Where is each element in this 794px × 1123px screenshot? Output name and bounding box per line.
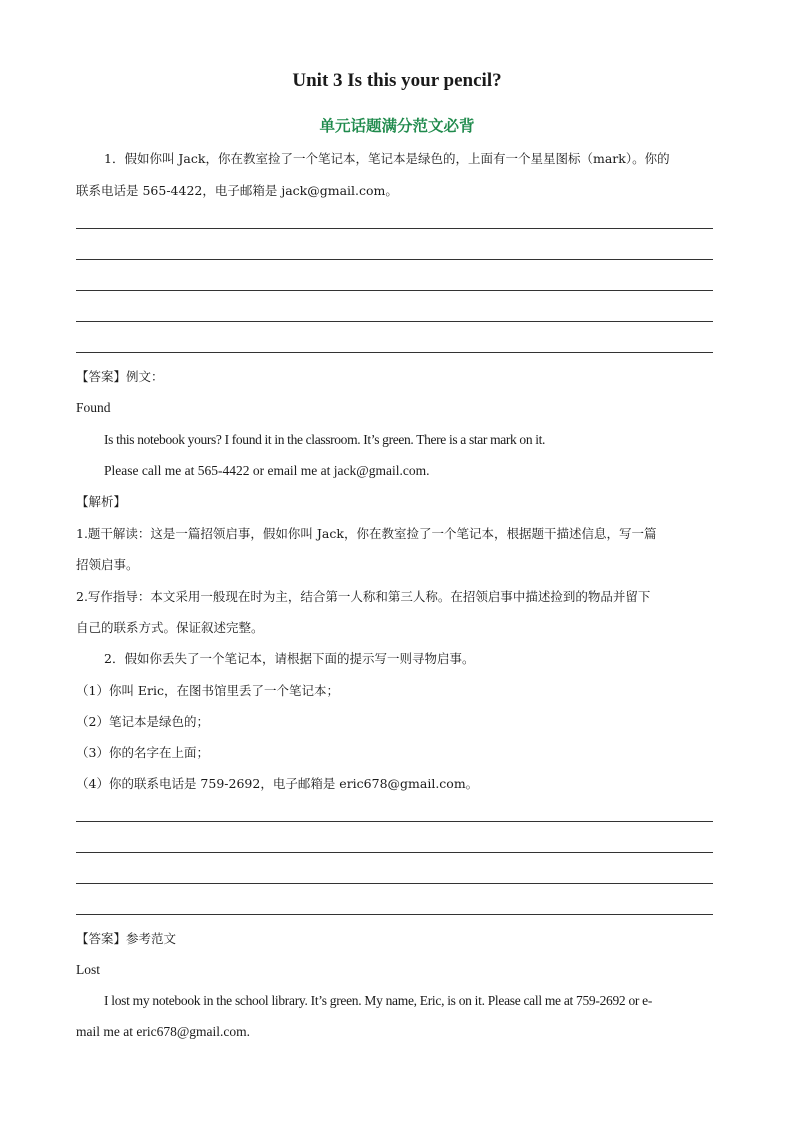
q1-writing-line — [76, 259, 713, 260]
q1-prompt-line2: 联系电话是 565-4422，电子邮箱是 jack@gmail.com。 — [76, 183, 398, 198]
q2-hint-3: （3）你的名字在上面； — [76, 745, 209, 760]
q1-writing-line — [76, 290, 713, 291]
answer1-line1: Is this notebook yours? I found it in the classroom. It’s green. There is a star mark on it. — [104, 432, 546, 447]
analysis2-line1: 2.写作指导：本文采用一般现在时为主，结合第一人称和第三人称。在招领启事中描述捡到的物品并留下 — [76, 589, 651, 604]
q2-hint-4: （4）你的联系电话是 759-2692，电子邮箱是 eric678@gmail.com。 — [76, 776, 479, 791]
answer2-line1: I lost my notebook in the school library. It’s green. My name, Eric, is on it. Please call me at 759-2692 or e- — [104, 993, 653, 1008]
analysis1-line2: 招领启事。 — [76, 557, 139, 572]
analysis-label: 【解析】 — [76, 494, 127, 509]
answer1-line2: Please call me at 565-4422 or email me at jack@gmail.com. — [104, 463, 430, 478]
answer1-heading: Found — [76, 400, 111, 415]
q2-writing-line — [76, 852, 713, 853]
answer2-label: 【答案】参考范文 — [76, 931, 177, 946]
q1-prompt-line1: 1．假如你叫 Jack，你在教室捡了一个笔记本，笔记本是绿色的，上面有一个星星图标（mark）。你的 — [104, 151, 670, 166]
q2-hint-2: （2）笔记本是绿色的； — [76, 714, 209, 729]
answer2-line2: mail me at eric678@gmail.com. — [76, 1024, 251, 1039]
answer1-label: 【答案】例文： — [76, 369, 164, 384]
q2-writing-line — [76, 821, 713, 822]
page-title: Unit 3 Is this your pencil? — [292, 70, 502, 91]
analysis2-line2: 自己的联系方式。保证叙述完整。 — [76, 620, 264, 635]
q1-writing-line — [76, 321, 713, 322]
q2-hint-1: （1）你叫 Eric，在图书馆里丢了一个笔记本； — [76, 683, 340, 698]
page-subtitle: 单元话题满分范文必背 — [319, 116, 475, 135]
q2-writing-line — [76, 883, 713, 884]
q2-writing-line — [76, 914, 713, 915]
q1-writing-line — [76, 228, 713, 229]
q2-prompt: 2．假如你丢失了一个笔记本，请根据下面的提示写一则寻物启事。 — [104, 651, 475, 666]
q1-writing-line — [76, 352, 713, 353]
analysis1-line1: 1.题干解读：这是一篇招领启事，假如你叫 Jack，你在教室捡了一个笔记本，根据题干描述信息，写一篇 — [76, 526, 657, 541]
answer2-heading: Lost — [76, 962, 101, 977]
